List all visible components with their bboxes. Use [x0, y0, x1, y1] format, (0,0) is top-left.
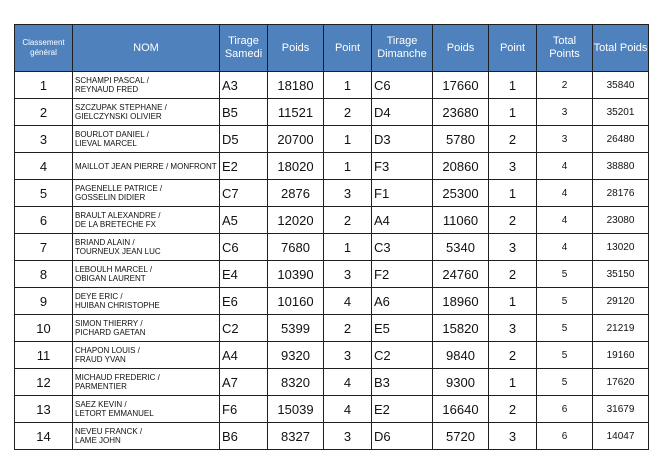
name-line-2: OBIGAN LAURENT [75, 274, 146, 283]
rank-cell: 1 [15, 72, 73, 99]
point-dimanche-cell: 1 [489, 369, 537, 396]
tirage-samedi-cell: B5 [220, 99, 268, 126]
tirage-samedi-cell: A4 [220, 342, 268, 369]
name-cell [73, 180, 220, 207]
rank-cell: 3 [15, 126, 73, 153]
name-line-2: PARMENTIER [75, 382, 127, 391]
name-cell [73, 315, 220, 342]
table-row [15, 207, 649, 234]
name-cell [73, 261, 220, 288]
poids-dimanche-cell: 9300 [433, 369, 489, 396]
total-points-cell: 3 [537, 99, 593, 126]
tirage-dimanche-cell: A4 [372, 207, 433, 234]
tirage-dimanche-cell: C2 [372, 342, 433, 369]
tirage-samedi-cell: E6 [220, 288, 268, 315]
header-total-points: Total Points [537, 25, 593, 72]
name-cell [73, 288, 220, 315]
header-tirage-samedi: Tirage Samedi [220, 25, 268, 72]
table-row [15, 396, 649, 423]
poids-samedi-cell: 18180 [268, 72, 324, 99]
point-samedi-cell: 1 [324, 126, 372, 153]
header-tirage-dimanche: Tirage Dimanche [372, 25, 433, 72]
name-line-1: SZCZUPAK STEPHANE / [75, 103, 167, 112]
name-line-2: LETORT EMMANUEL [75, 409, 154, 418]
total-points-cell: 5 [537, 288, 593, 315]
total-poids-cell: 28176 [593, 180, 649, 207]
tirage-dimanche-cell: E2 [372, 396, 433, 423]
rank-cell: 12 [15, 369, 73, 396]
poids-samedi-cell: 11521 [268, 99, 324, 126]
total-points-cell: 5 [537, 369, 593, 396]
tirage-dimanche-cell: D3 [372, 126, 433, 153]
poids-samedi-cell: 12020 [268, 207, 324, 234]
name-line-1: MICHAUD FREDERIC / [75, 373, 160, 382]
point-samedi-cell: 1 [324, 153, 372, 180]
name-line-2: LAME JOHN [75, 436, 121, 445]
table-row [15, 234, 649, 261]
name-cell [73, 99, 220, 126]
name-line-2: PICHARD GAETAN [75, 328, 146, 337]
tirage-dimanche-cell: C6 [372, 72, 433, 99]
poids-samedi-cell: 5399 [268, 315, 324, 342]
point-dimanche-cell: 3 [489, 153, 537, 180]
poids-samedi-cell: 2876 [268, 180, 324, 207]
poids-dimanche-cell: 5720 [433, 423, 489, 450]
point-dimanche-cell: 3 [489, 315, 537, 342]
poids-samedi-cell: 8320 [268, 369, 324, 396]
point-samedi-cell: 2 [324, 207, 372, 234]
point-samedi-cell: 2 [324, 315, 372, 342]
name-cell [73, 234, 220, 261]
point-dimanche-cell: 3 [489, 234, 537, 261]
name-cell [73, 342, 220, 369]
name-line-1: LEBOULH MARCEL / [75, 265, 153, 274]
point-dimanche-cell: 1 [489, 99, 537, 126]
poids-dimanche-cell: 20860 [433, 153, 489, 180]
rank-cell: 9 [15, 288, 73, 315]
rank-cell: 11 [15, 342, 73, 369]
tirage-samedi-cell: C7 [220, 180, 268, 207]
name-line-2: DE LA BRETECHE FX [75, 220, 156, 229]
name-line-2: FRAUD YVAN [75, 355, 126, 364]
name-line-1: MAILLOT JEAN PIERRE / MONFRONT [75, 161, 217, 171]
poids-dimanche-cell: 23680 [433, 99, 489, 126]
point-samedi-cell: 3 [324, 261, 372, 288]
name-line-2: HUIBAN CHRISTOPHE [75, 301, 160, 310]
name-cell [73, 126, 220, 153]
total-points-cell: 4 [537, 207, 593, 234]
point-samedi-cell: 1 [324, 72, 372, 99]
table-row [15, 153, 649, 180]
table-row [15, 342, 649, 369]
poids-samedi-cell: 20700 [268, 126, 324, 153]
table-row [15, 423, 649, 450]
rank-cell: 13 [15, 396, 73, 423]
point-dimanche-cell: 2 [489, 342, 537, 369]
name-line-1: DEYE ERIC / [75, 292, 123, 301]
rank-cell: 8 [15, 261, 73, 288]
tirage-samedi-cell: A3 [220, 72, 268, 99]
header-classement: Classement général [15, 25, 73, 72]
tirage-samedi-cell: C2 [220, 315, 268, 342]
tirage-dimanche-cell: E5 [372, 315, 433, 342]
tirage-samedi-cell: D5 [220, 126, 268, 153]
results-table [14, 24, 649, 450]
poids-samedi-cell: 8327 [268, 423, 324, 450]
point-samedi-cell: 3 [324, 180, 372, 207]
point-dimanche-cell: 1 [489, 72, 537, 99]
name-line-1: CHAPON LOUIS / [75, 346, 140, 355]
total-poids-cell: 21219 [593, 315, 649, 342]
table-body [15, 72, 649, 450]
total-points-cell: 4 [537, 153, 593, 180]
name-line-1: BRAULT ALEXANDRE / [75, 211, 161, 220]
poids-dimanche-cell: 9840 [433, 342, 489, 369]
tirage-samedi-cell: A5 [220, 207, 268, 234]
tirage-dimanche-cell: A6 [372, 288, 433, 315]
total-poids-cell: 26480 [593, 126, 649, 153]
header-poids-samedi: Poids [268, 25, 324, 72]
tirage-samedi-cell: E2 [220, 153, 268, 180]
header-total-poids: Total Poids [593, 25, 649, 72]
rank-cell: 5 [15, 180, 73, 207]
name-line-1: SCHAMPI PASCAL / [75, 76, 149, 85]
name-cell [73, 72, 220, 99]
name-line-2: LIEVAL MARCEL [75, 139, 137, 148]
point-samedi-cell: 4 [324, 369, 372, 396]
rank-cell: 10 [15, 315, 73, 342]
name-line-1: SIMON THIERRY / [75, 319, 143, 328]
total-points-cell: 4 [537, 180, 593, 207]
header-row [15, 25, 649, 72]
total-poids-cell: 17620 [593, 369, 649, 396]
name-cell [73, 423, 220, 450]
poids-samedi-cell: 7680 [268, 234, 324, 261]
total-poids-cell: 23080 [593, 207, 649, 234]
tirage-samedi-cell: E4 [220, 261, 268, 288]
point-samedi-cell: 1 [324, 234, 372, 261]
name-line-2: GIELCZYNSKI OLIVIER [75, 112, 162, 121]
total-points-cell: 2 [537, 72, 593, 99]
header-poids-dimanche: Poids [433, 25, 489, 72]
rank-cell: 4 [15, 153, 73, 180]
total-points-cell: 4 [537, 234, 593, 261]
point-samedi-cell: 3 [324, 423, 372, 450]
header-nom: NOM [73, 25, 220, 72]
table-row [15, 99, 649, 126]
point-samedi-cell: 4 [324, 288, 372, 315]
poids-samedi-cell: 15039 [268, 396, 324, 423]
tirage-samedi-cell: F6 [220, 396, 268, 423]
rank-cell: 7 [15, 234, 73, 261]
point-dimanche-cell: 3 [489, 423, 537, 450]
header-point-dimanche: Point [489, 25, 537, 72]
table-row [15, 261, 649, 288]
tirage-dimanche-cell: B3 [372, 369, 433, 396]
point-dimanche-cell: 2 [489, 261, 537, 288]
table-row [15, 126, 649, 153]
name-line-1: SAEZ KEVIN / [75, 400, 127, 409]
tirage-dimanche-cell: F1 [372, 180, 433, 207]
tirage-samedi-cell: C6 [220, 234, 268, 261]
tirage-dimanche-cell: D4 [372, 99, 433, 126]
total-poids-cell: 38880 [593, 153, 649, 180]
header-point-samedi: Point [324, 25, 372, 72]
total-poids-cell: 35150 [593, 261, 649, 288]
name-line-1: BOURLOT DANIEL / [75, 130, 149, 139]
poids-dimanche-cell: 5780 [433, 126, 489, 153]
name-cell [73, 153, 220, 180]
name-line-2: REYNAUD FRED [75, 85, 139, 94]
name-line-2: TOURNEUX JEAN LUC [75, 247, 161, 256]
poids-dimanche-cell: 5340 [433, 234, 489, 261]
poids-samedi-cell: 9320 [268, 342, 324, 369]
tirage-samedi-cell: B6 [220, 423, 268, 450]
table-row [15, 72, 649, 99]
poids-samedi-cell: 10160 [268, 288, 324, 315]
point-dimanche-cell: 2 [489, 126, 537, 153]
total-poids-cell: 13020 [593, 234, 649, 261]
total-poids-cell: 14047 [593, 423, 649, 450]
point-samedi-cell: 4 [324, 396, 372, 423]
point-samedi-cell: 3 [324, 342, 372, 369]
total-points-cell: 6 [537, 396, 593, 423]
table-row [15, 180, 649, 207]
point-dimanche-cell: 2 [489, 396, 537, 423]
total-points-cell: 3 [537, 126, 593, 153]
poids-dimanche-cell: 15820 [433, 315, 489, 342]
total-points-cell: 5 [537, 261, 593, 288]
table-row [15, 369, 649, 396]
point-dimanche-cell: 2 [489, 207, 537, 234]
tirage-samedi-cell: A7 [220, 369, 268, 396]
total-poids-cell: 35201 [593, 99, 649, 126]
rank-cell: 2 [15, 99, 73, 126]
table-row [15, 315, 649, 342]
tirage-dimanche-cell: C3 [372, 234, 433, 261]
total-poids-cell: 29120 [593, 288, 649, 315]
rank-cell: 14 [15, 423, 73, 450]
name-cell [73, 207, 220, 234]
total-points-cell: 5 [537, 315, 593, 342]
poids-dimanche-cell: 25300 [433, 180, 489, 207]
name-cell [73, 396, 220, 423]
poids-samedi-cell: 18020 [268, 153, 324, 180]
poids-dimanche-cell: 18960 [433, 288, 489, 315]
name-line-1: NEVEU FRANCK / [75, 427, 143, 436]
poids-dimanche-cell: 16640 [433, 396, 489, 423]
tirage-dimanche-cell: F3 [372, 153, 433, 180]
poids-dimanche-cell: 11060 [433, 207, 489, 234]
total-poids-cell: 31679 [593, 396, 649, 423]
total-points-cell: 6 [537, 423, 593, 450]
point-samedi-cell: 2 [324, 99, 372, 126]
name-cell [73, 369, 220, 396]
tirage-dimanche-cell: D6 [372, 423, 433, 450]
total-poids-cell: 35840 [593, 72, 649, 99]
poids-samedi-cell: 10390 [268, 261, 324, 288]
name-line-1: BRIAND ALAIN / [75, 238, 135, 247]
point-dimanche-cell: 1 [489, 288, 537, 315]
name-line-1: PAGENELLE PATRICE / [75, 184, 163, 193]
name-line-2: GOSSELIN DIDIER [75, 193, 146, 202]
point-dimanche-cell: 1 [489, 180, 537, 207]
poids-dimanche-cell: 17660 [433, 72, 489, 99]
total-poids-cell: 19160 [593, 342, 649, 369]
table-row [15, 288, 649, 315]
tirage-dimanche-cell: F2 [372, 261, 433, 288]
rank-cell: 6 [15, 207, 73, 234]
total-points-cell: 5 [537, 342, 593, 369]
poids-dimanche-cell: 24760 [433, 261, 489, 288]
